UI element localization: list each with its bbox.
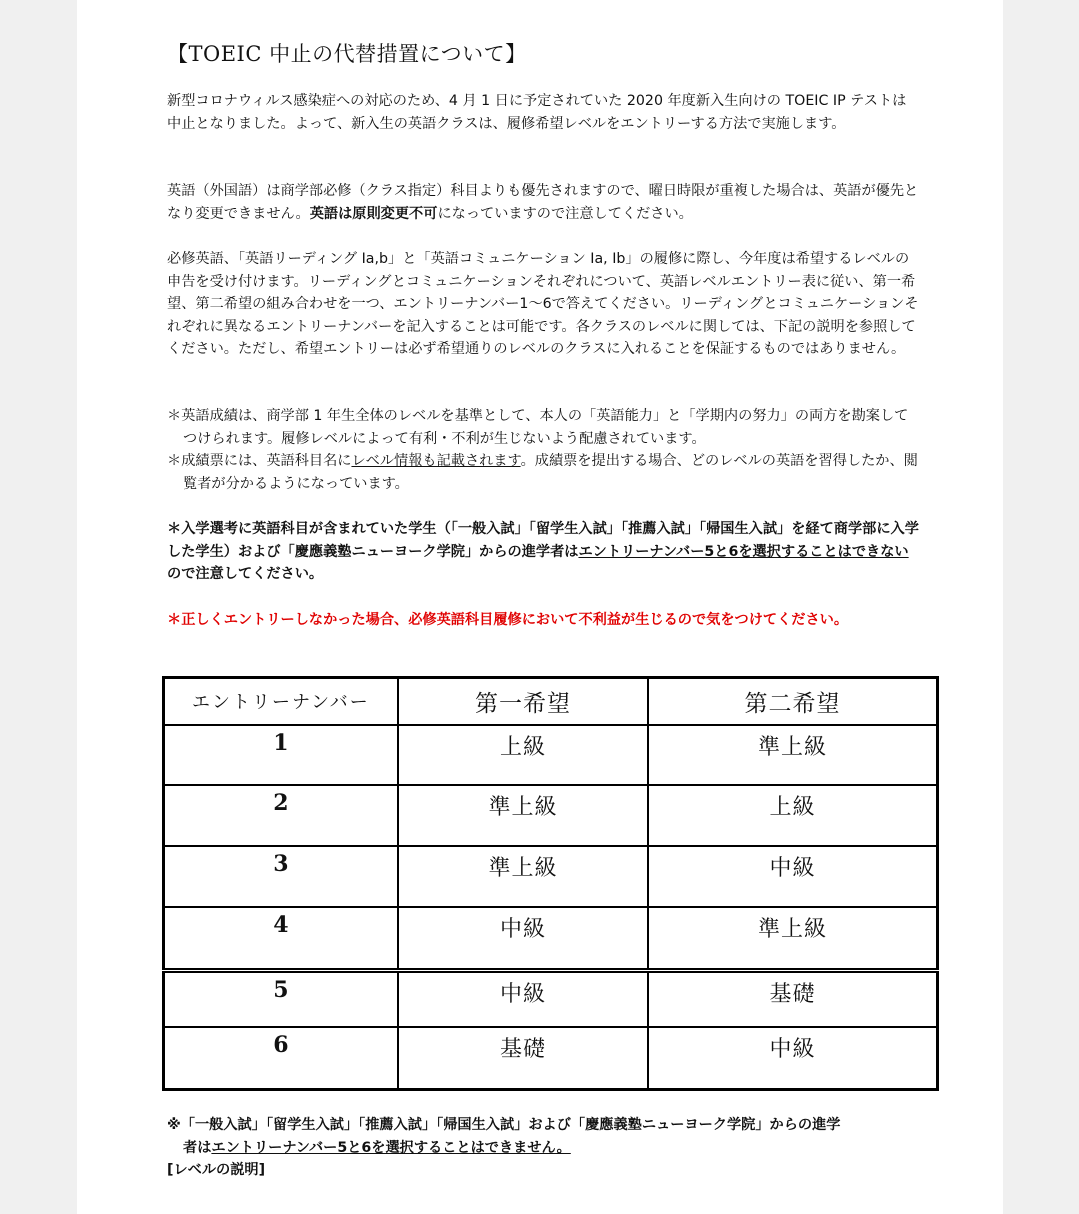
footnote	[167, 1114, 919, 1182]
intro-paragraph: 新型コロナウィルス感染症への対応のため、4 月 1 日に予定されていた 2020 年度新入生向けの TOEIC IP テストは中止となりました。よって、新入生の英語クラスは、履修希望レベルをエントリーする方法で実施します。	[167, 93, 907, 132]
grade-note-1: ＊英語成績は、商学部 1 年生全体のレベルを基準として、本人の「英語能力」と「学期内の努力」の両方を勘案してつけられます。履修レベルによって有利・不利が生じないよう配慮されています。	[167, 408, 909, 447]
footnote-line-2	[167, 1137, 919, 1160]
document-page	[77, 0, 1003, 1214]
second-choice-level: 基礎	[648, 970, 937, 1027]
grade-note-2	[167, 450, 919, 495]
footnote-line-1: ※「一般入試」「留学生入試」「推薦入試」「帰国生入試」および「慶應義塾ニューヨーク学院」からの進学	[167, 1117, 841, 1133]
second-choice-level: 上級	[648, 785, 937, 846]
restriction-text: ＊入学選考に英語科目が含まれていた学生（「一般入試」「留学生入試」「推薦入試」「帰国生入試」を経て商学部に入学した学生）および「慶應義塾ニューヨーク学院」からの進学者は	[167, 521, 919, 560]
priority-text-end: になっていますので注意してください。	[437, 205, 693, 222]
footnote-line-2-a: 者は	[183, 1139, 212, 1156]
priority-text: 英語（外国語）は商学部必修（クラス指定）科目よりも優先されますので、曜日時限が重複した場合は、英語が優先となり変更できません。	[167, 183, 919, 222]
table-row	[164, 907, 938, 970]
table-row	[164, 970, 938, 1027]
entry-number: 4	[164, 907, 398, 970]
no-change-emphasis: 英語は原則変更不可	[309, 205, 438, 222]
page-title: 【TOEIC 中止の代替措置について】	[167, 42, 527, 66]
header-second-choice: 第二希望	[648, 678, 937, 725]
table-header-row	[164, 678, 938, 725]
restriction-notice	[167, 518, 919, 586]
grade-note-2-c: 。成績票を提出する場合、どのレベルの英語を習得したか、閲覧者が分かるようになっています。	[183, 453, 918, 492]
first-choice-level: 中級	[398, 907, 648, 970]
warning-notice: ＊正しくエントリーしなかった場合、必修英語科目履修において不利益が生じるので気をつけてください。	[167, 612, 849, 628]
priority-paragraph	[167, 180, 919, 225]
table-row	[164, 725, 938, 786]
entry-table	[162, 676, 939, 1091]
first-choice-level: 上級	[398, 725, 648, 786]
entry-number: 3	[164, 846, 398, 908]
entry-number: 1	[164, 725, 398, 786]
first-choice-level: 基礎	[398, 1027, 648, 1090]
entry-number: 2	[164, 785, 398, 846]
first-choice-level: 中級	[398, 970, 648, 1027]
table-row	[164, 846, 938, 908]
entry-instructions-paragraph: 必修英語、「英語リーディング Ia,b」と「英語コミュニケーション Ia, Ib」の履修に際し、今年度は希望するレベルの申告を受け付けます。リーディングとコミュニケーションそれぞれについて、英語レベルエントリー表に従い、第一希望、第二希望の組み合わせを一つ、エントリーナンバー1～6で答えてください。リーディングとコミュニケーションそれぞれに異なるエントリーナンバーを記入することは可能です。各クラスのレベルに関しては、下記の説明を参照してください。ただし、希望エントリーは必ず希望通りのレベルのクラスに入れることを保証するものではありません。	[167, 251, 919, 357]
level-description-heading: [レベルの説明]	[167, 1162, 266, 1178]
second-choice-level: 中級	[648, 846, 937, 908]
table-row	[164, 1027, 938, 1090]
restriction-underlined: エントリーナンバー5と6を選択することはできない	[578, 543, 909, 560]
restriction-text-end: ので注意してください。	[167, 566, 324, 582]
entry-number: 6	[164, 1027, 398, 1090]
table-row	[164, 785, 938, 846]
second-choice-level: 準上級	[648, 907, 937, 970]
header-entry-number: エントリーナンバー	[164, 678, 398, 725]
grade-notes	[167, 405, 919, 495]
header-first-choice: 第一希望	[398, 678, 648, 725]
first-choice-level: 準上級	[398, 846, 648, 908]
first-choice-level: 準上級	[398, 785, 648, 846]
second-choice-level: 中級	[648, 1027, 937, 1090]
second-choice-level: 準上級	[648, 725, 937, 786]
footnote-line-2-underlined: エントリーナンバー5と6を選択することはできません。	[211, 1139, 571, 1156]
grade-note-2-underlined: レベル情報も記載されます	[351, 453, 521, 469]
entry-number: 5	[164, 970, 398, 1027]
grade-note-2-a: ＊成績票には、英語科目名に	[167, 453, 352, 469]
